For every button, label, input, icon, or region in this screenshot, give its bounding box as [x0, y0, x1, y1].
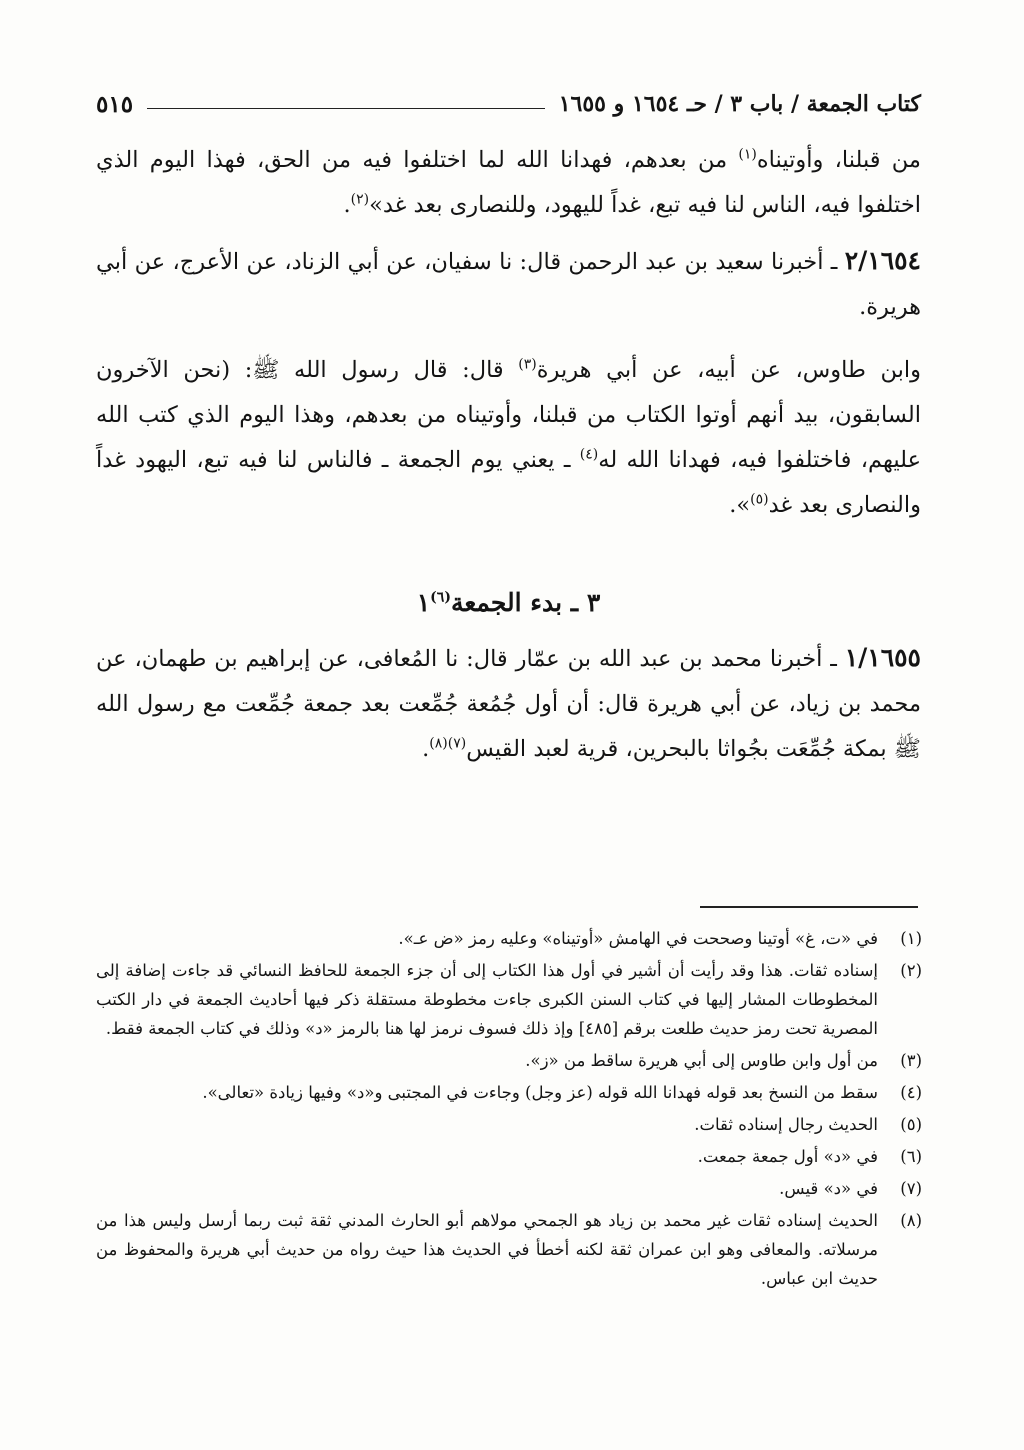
- footnote-number: (٨): [900, 1211, 922, 1230]
- footnote-text: الحديث رجال إسناده ثقات.: [694, 1115, 878, 1134]
- footnote: [96, 1142, 922, 1171]
- text-run: من قبلنا، وأوتيناه: [756, 147, 921, 173]
- footnote-number: (٦): [900, 1147, 922, 1166]
- footnote-number: (٧): [900, 1179, 922, 1198]
- footnote-number: (٤): [900, 1083, 922, 1102]
- text-run: ».: [729, 492, 751, 518]
- hadith-1655: [96, 635, 921, 772]
- hadith-number: ١/١٦٥٥: [844, 643, 921, 672]
- footnote-ref-6: (٦): [430, 589, 451, 606]
- footnote-text: في «ت، غ» أوتينا وصححت في الهامش «أوتيناه» وعليه رمز «ض عـ».: [398, 929, 878, 948]
- footnote-text: في «د» أول جمعة جمعت.: [697, 1147, 878, 1166]
- footnote: [96, 1110, 922, 1139]
- footnote-ref-8: (٨): [429, 735, 448, 752]
- footnote-ref-7: (٧): [447, 735, 467, 752]
- section-title-text: ٣ ـ بدء الجمعة: [450, 588, 601, 617]
- footnote-separator: [700, 906, 918, 908]
- paragraph-ibn-tawus: [96, 348, 921, 528]
- footnote-text: من أول وابن طاوس إلى أبي هريرة ساقط من «ز».: [525, 1051, 878, 1070]
- footnote-ref-3: (٣): [518, 356, 537, 373]
- footnote: [96, 1078, 922, 1107]
- header-rule: [147, 108, 545, 109]
- footnote: [96, 1206, 922, 1293]
- paragraph-continuation: [96, 138, 921, 228]
- footnote-ref-5: (٥): [750, 491, 769, 508]
- hadith-1654: [96, 238, 921, 330]
- footnote-number: (٢): [900, 961, 922, 980]
- footnote: [96, 956, 922, 1043]
- text-run: قال: قال رسول الله ﷺ: (نحن الآخرون السابقون، بيد أنهم أوتوا الكتاب من قبلنا، وأوتيناه من بعدهم، وهذا اليوم الذي كتب الله عليهم، فاختلفوا فيه، فهدانا الله له: [96, 357, 921, 473]
- text-run: وابن طاوس، عن أبيه، عن أبي هريرة: [536, 357, 921, 383]
- text-run: .: [422, 736, 430, 762]
- main-text: [96, 138, 921, 772]
- text-run: من بعدهم، فهدانا الله لما اختلفوا فيه من الحق، فهذا اليوم الذي اختلفوا فيه، الناس لنا فيه تبع، غداً لليهود، وللنصارى بعد غد»: [96, 147, 921, 218]
- footnote-text: سقط من النسخ بعد قوله فهدانا الله قوله (عز وجل) وجاءت في المجتبى و«د» وفيها زيادة «تعالى».: [202, 1083, 878, 1102]
- footnote-text: الحديث إسناده ثقات غير محمد بن زياد هو الجمحي مولاهم أبو الحارث المدني ثقة ثبت ربما أرسل وليس هذا من مرسلاته. والمعافى وهو ابن عمران ثقة لكنه أخطأ في الحديث هذا حيث رواه من حديث أبي هريرة والمحفوظ من حديث ابن عباس.: [96, 1211, 878, 1288]
- footnote-number: (١): [900, 929, 922, 948]
- footnotes: [96, 924, 922, 1296]
- text-run: .: [343, 192, 351, 218]
- footnote-ref-4: (٤): [579, 446, 599, 463]
- section-mark: ١: [416, 588, 431, 617]
- footnote-text: في «د» قيس.: [779, 1179, 878, 1198]
- footnote-number: (٥): [900, 1115, 922, 1134]
- text-run: ـ أخبرنا محمد بن عبد الله بن عمّار قال: نا المُعافى، عن إبراهيم بن طهمان، عن محمد بن زياد، عن أبي هريرة قال: أن أول جُمُعة جُمِّعت بعد جمعة جُمِّعت مع رسول الله ﷺ بمكة جُمِّعَت بجُواثا بالبحرين، قرية لعبد القيس: [96, 646, 921, 762]
- footnote: [96, 924, 922, 953]
- text-run: ـ أخبرنا سعيد بن عبد الرحمن قال: نا سفيان، عن أبي الزناد، عن الأعرج، عن أبي هريرة.: [96, 249, 921, 320]
- footnote: [96, 1046, 922, 1075]
- running-header: [96, 86, 921, 122]
- footnote: [96, 1174, 922, 1203]
- section-heading: [96, 580, 921, 625]
- text-run: ـ يعني يوم الجمعة ـ فالناس لنا فيه تبع، اليهود غداً والنصارى بعد غد: [96, 447, 921, 518]
- footnote-ref-2: (٢): [350, 191, 370, 208]
- footnote-text: إسناده ثقات. هذا وقد رأيت أن أشير في أول هذا الكتاب إلى أن جزء الجمعة للحافظ النسائي قد جاءت إضافة إلى المخطوطات المشار إليها في كتاب السنن الكبرى جاءت مخطوطة مستقلة ذكر فيها أحاديث الجمعة في دار الكتب المصرية تحت رمز حديث طلعت برقم [٤٨٥] وإذ ذلك فسوف نرمز لها هنا بالرمز «د» وذلك في كتاب الجمعة فقط.: [96, 961, 878, 1038]
- header-title: كتاب الجمعة / باب ٣ / حـ ١٦٥٤ و ١٦٥٥: [558, 91, 921, 117]
- page-number: ٥١٥: [96, 90, 134, 118]
- footnote-number: (٣): [900, 1051, 922, 1070]
- hadith-number: ٢/١٦٥٤: [844, 246, 921, 275]
- footnote-ref-1: (١): [738, 146, 757, 163]
